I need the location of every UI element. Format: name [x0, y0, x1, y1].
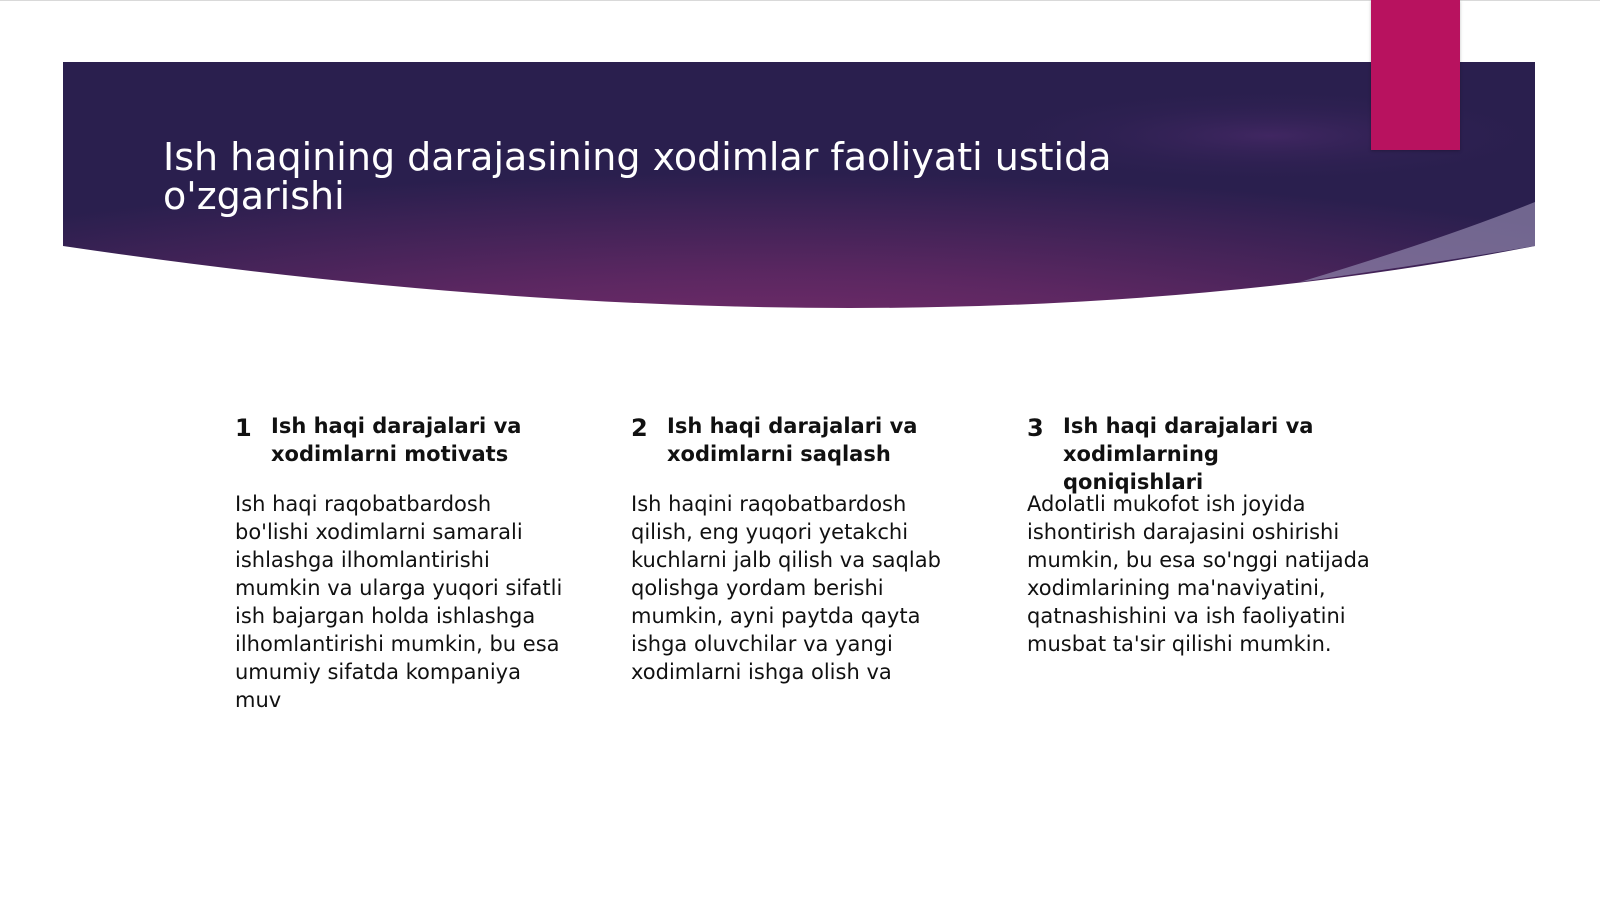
- column-3: [1027, 412, 1372, 658]
- column-heading: Ish haqi darajalari va xodimlarni motivats: [271, 414, 522, 466]
- column-number: 3: [1027, 414, 1044, 442]
- column-number: 1: [235, 414, 252, 442]
- column-number: 2: [631, 414, 648, 442]
- column-1: [235, 412, 565, 714]
- column-header: [1027, 412, 1372, 494]
- column-header: [631, 412, 961, 490]
- slide-title: Ish haqining darajasining xodimlar faoliyati ustida o'zgarishi: [163, 135, 1112, 218]
- column-body: Ish haqi raqobatbardosh bo'lishi xodimlarni samarali ishlashga ilhomlantirishi mumkin va ularga yuqori sifatli ish bajargan holda ishlashga ilhomlantirishi mumkin, bu esa umumiy sifatda kompaniya muv: [235, 492, 563, 712]
- column-heading: Ish haqi darajalari va xodimlarni saqlash: [667, 414, 918, 466]
- column-header: [235, 412, 565, 490]
- column-body: Ish haqini raqobatbardosh qilish, eng yuqori yetakchi kuchlarni jalb qilish va saqlab qolishga yordam berishi mumkin, ayni paytda qayta ishga oluvchilar va yangi xodimlarni ishga olish va: [631, 492, 941, 684]
- column-2: [631, 412, 961, 686]
- column-body: Adolatli mukofot ish joyida ishontirish darajasini oshirishi mumkin, bu esa so'nggi natijada xodimlarining ma'naviyatini, qatnashishini va ish faoliyatini musbat ta'sir qilishi mumkin.: [1027, 492, 1370, 656]
- column-heading: Ish haqi darajalari va xodimlarning qoniqishlari: [1063, 414, 1314, 494]
- accent-tab: [1371, 0, 1460, 150]
